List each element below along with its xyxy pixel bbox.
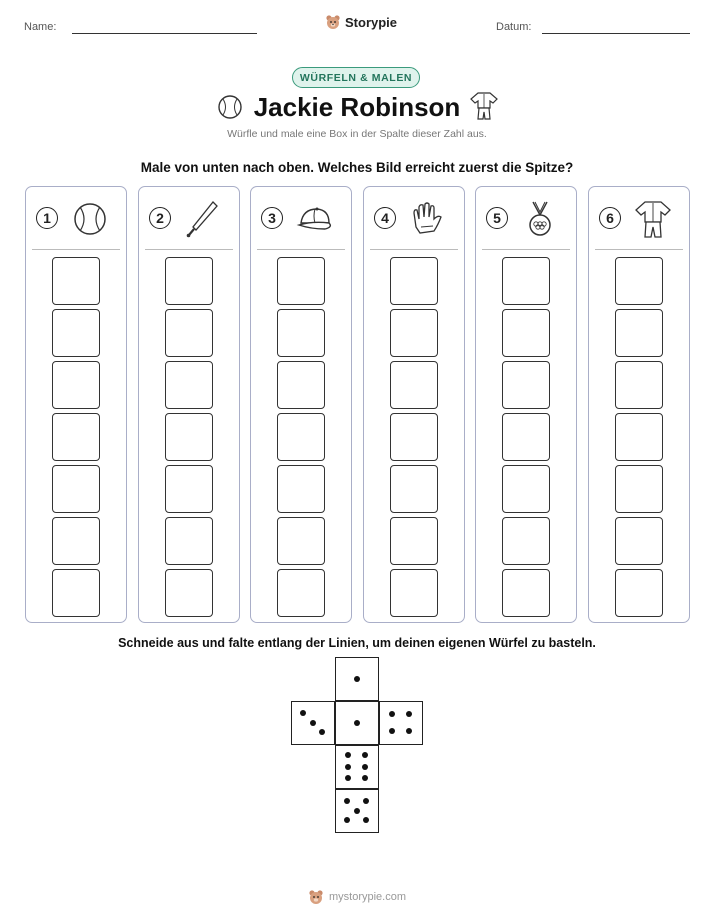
instruction-text: Male von unten nach oben. Welches Bild erreicht zuerst die Spitze? <box>140 160 574 175</box>
color-box[interactable] <box>390 361 438 409</box>
baseball-bat-icon <box>183 199 223 239</box>
color-box[interactable] <box>165 517 213 565</box>
column-number: 6 <box>599 207 621 229</box>
color-box[interactable] <box>52 309 100 357</box>
die-pip <box>345 775 351 781</box>
die-face-3 <box>291 701 335 745</box>
color-box[interactable] <box>277 465 325 513</box>
die-pip <box>406 728 412 734</box>
die-pip <box>354 676 360 682</box>
color-box[interactable] <box>502 413 550 461</box>
column-divider <box>482 249 570 250</box>
color-box[interactable] <box>165 569 213 617</box>
subtitle: Würfle und male eine Box in der Spalte dieser Zahl aus. <box>227 128 487 140</box>
die-pip <box>344 817 350 823</box>
color-box[interactable] <box>502 257 550 305</box>
die-pip <box>362 752 368 758</box>
baseball-glove-icon <box>408 199 448 239</box>
color-box[interactable] <box>52 361 100 409</box>
color-box[interactable] <box>390 517 438 565</box>
color-box[interactable] <box>390 309 438 357</box>
color-box[interactable] <box>615 465 663 513</box>
cutout-instruction: Schneide aus und falte entlang der Linien, um deinen eigenen Würfel zu basteln. <box>118 636 596 650</box>
column-number: 1 <box>36 207 58 229</box>
die-pip <box>345 752 351 758</box>
color-box[interactable] <box>52 465 100 513</box>
die-face-4 <box>379 701 423 745</box>
color-box[interactable] <box>277 257 325 305</box>
die-pip <box>363 798 369 804</box>
column-header <box>476 187 576 249</box>
baseball-uniform-icon <box>633 199 673 239</box>
name-line[interactable] <box>72 33 257 34</box>
column-divider <box>595 249 683 250</box>
color-box[interactable] <box>52 517 100 565</box>
page-title: Jackie Robinson <box>253 92 461 122</box>
color-box[interactable] <box>277 309 325 357</box>
date-line[interactable] <box>542 33 690 34</box>
color-box[interactable] <box>52 569 100 617</box>
color-box[interactable] <box>502 361 550 409</box>
footer <box>0 889 714 905</box>
die-pip <box>345 764 351 770</box>
color-box[interactable] <box>277 517 325 565</box>
column-header <box>251 187 351 249</box>
color-box[interactable] <box>390 257 438 305</box>
column-number: 2 <box>149 207 171 229</box>
color-box[interactable] <box>615 517 663 565</box>
column-divider <box>370 249 458 250</box>
color-box[interactable] <box>277 569 325 617</box>
die-face-1 <box>335 657 379 701</box>
die-face-6 <box>335 745 379 789</box>
column-2 <box>138 186 240 623</box>
column-divider <box>257 249 345 250</box>
color-box[interactable] <box>165 257 213 305</box>
brand-name: Storypie <box>345 14 398 30</box>
die-pip <box>362 764 368 770</box>
die-pip <box>310 720 316 726</box>
column-4 <box>363 186 465 623</box>
column-number: 3 <box>261 207 283 229</box>
color-box[interactable] <box>502 569 550 617</box>
name-label: Name: <box>24 21 57 33</box>
column-6 <box>588 186 690 623</box>
color-box[interactable] <box>502 309 550 357</box>
color-box[interactable] <box>165 465 213 513</box>
die-pip <box>344 798 350 804</box>
column-header <box>139 187 239 249</box>
color-box[interactable] <box>165 309 213 357</box>
die-pip <box>362 775 368 781</box>
footer-bear-icon <box>308 889 324 905</box>
color-box[interactable] <box>165 413 213 461</box>
column-header <box>26 187 126 249</box>
column-number: 5 <box>486 207 508 229</box>
color-box[interactable] <box>615 361 663 409</box>
color-box[interactable] <box>277 361 325 409</box>
die-pip <box>363 817 369 823</box>
column-divider <box>145 249 233 250</box>
die-pip <box>354 720 360 726</box>
category-badge: WÜRFELN & MALEN <box>292 67 420 88</box>
die-pip <box>354 808 360 814</box>
color-box[interactable] <box>502 465 550 513</box>
color-box[interactable] <box>165 361 213 409</box>
medal-icon <box>520 199 560 239</box>
color-box[interactable] <box>52 413 100 461</box>
color-box[interactable] <box>390 465 438 513</box>
color-box[interactable] <box>615 257 663 305</box>
column-number: 4 <box>374 207 396 229</box>
color-box[interactable] <box>502 517 550 565</box>
column-header <box>589 187 689 249</box>
color-box[interactable] <box>390 569 438 617</box>
column-1 <box>25 186 127 623</box>
baseball-uniform-icon <box>470 91 498 121</box>
color-box[interactable] <box>277 413 325 461</box>
die-pip <box>319 729 325 735</box>
baseball-icon <box>70 199 110 239</box>
column-divider <box>32 249 120 250</box>
color-box[interactable] <box>52 257 100 305</box>
color-box[interactable] <box>615 413 663 461</box>
color-box[interactable] <box>615 309 663 357</box>
baseball-cap-icon <box>295 199 335 239</box>
bear-icon <box>325 14 341 30</box>
die-face-1 <box>335 701 379 745</box>
column-header <box>364 187 464 249</box>
color-box[interactable] <box>390 413 438 461</box>
footer-url: mystorypie.com <box>328 891 407 903</box>
column-3 <box>250 186 352 623</box>
die-pip <box>389 711 395 717</box>
column-5 <box>475 186 577 623</box>
date-label: Datum: <box>496 21 532 33</box>
die-face-5 <box>335 789 379 833</box>
die-pip <box>406 711 412 717</box>
die-pip <box>300 710 306 716</box>
brand-logo <box>325 14 397 30</box>
color-box[interactable] <box>615 569 663 617</box>
die-pip <box>389 728 395 734</box>
